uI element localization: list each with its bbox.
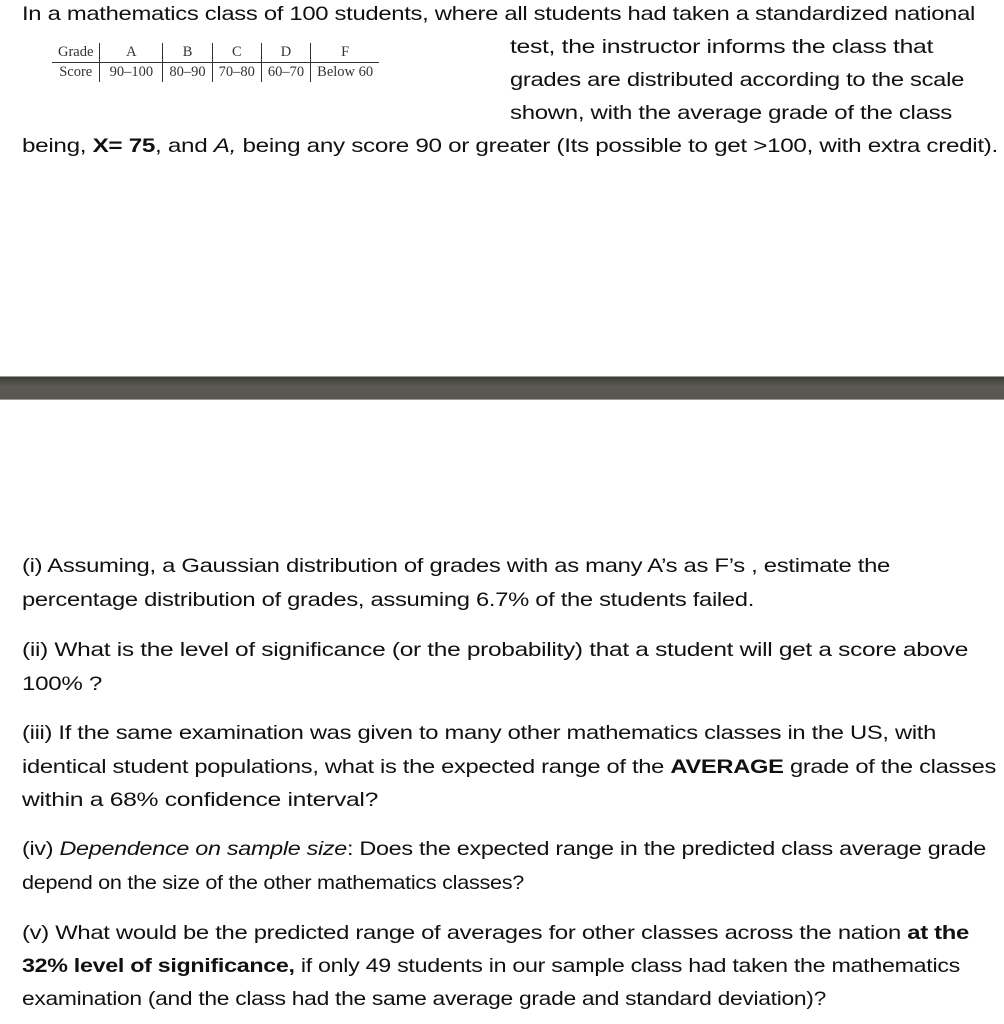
text-segment: if only 49 students in our sample class had taken the mathematics xyxy=(294,955,960,977)
question-line xyxy=(22,672,102,696)
intro-line xyxy=(510,101,952,125)
table-cell: Below 60 xyxy=(311,63,379,83)
intro-line xyxy=(510,68,964,92)
text-segment: In a mathematics class of 100 students, where all students had taken a standardized national xyxy=(22,3,975,25)
text-segment: test, the instructor informs the class that xyxy=(510,36,933,58)
text-segment: percentage distribution of grades, assuming 6.7% of the students failed. xyxy=(22,589,754,611)
question-line xyxy=(22,954,960,978)
text-segment: grades are distributed according to the scale xyxy=(510,69,964,91)
text-segment: (i) Assuming, a Gaussian distribution of grades with as many A’s as F’s , estimate the xyxy=(22,555,890,577)
grade-row xyxy=(52,43,379,63)
table-cell: C xyxy=(212,43,261,63)
bold-text: 32% level of significance, xyxy=(22,955,295,977)
text-segment: (v) What would be the predicted range of averages for other classes across the nation xyxy=(22,922,908,944)
text-segment: (ii) What is the level of significance (or the probability) that a student will get a score above xyxy=(22,639,968,661)
question-line xyxy=(22,588,754,612)
question-line xyxy=(22,788,378,812)
question-line xyxy=(22,871,524,895)
table-cell: Grade xyxy=(52,43,100,63)
question-line xyxy=(22,554,890,578)
table-cell: Score xyxy=(59,64,93,80)
bold-text: at the xyxy=(907,922,969,944)
intro-line xyxy=(22,2,975,26)
page-divider xyxy=(0,376,1004,400)
italic-text: Dependence on sample size xyxy=(59,838,347,860)
bold-text: X= 75 xyxy=(92,135,156,157)
text-segment: grade of the classes xyxy=(783,756,996,778)
table-cell: D xyxy=(261,43,310,63)
question-line xyxy=(22,837,986,861)
intro-line xyxy=(510,35,933,59)
question-line xyxy=(22,755,996,779)
text-segment: examination (and the class had the same average grade and standard deviation)? xyxy=(22,988,826,1010)
table-cell: 70–80 xyxy=(212,63,261,83)
question-line xyxy=(22,638,968,662)
text-segment: 100% ? xyxy=(22,673,102,695)
text-segment: identical student populations, what is the expected range of the xyxy=(22,756,671,778)
italic-text: A, xyxy=(213,135,237,157)
grade-scale-table xyxy=(52,43,379,82)
question-line xyxy=(22,987,826,1011)
text-segment: being, xyxy=(22,135,93,157)
intro-line xyxy=(22,134,998,158)
text-segment: depend on the size of the other mathematics classes? xyxy=(22,872,524,894)
text-segment: within a 68% confidence interval? xyxy=(22,789,378,811)
text-segment: shown, with the average grade of the class xyxy=(510,102,952,124)
table-cell: B xyxy=(163,43,212,63)
table-cell: F xyxy=(311,43,379,63)
text-segment: , and xyxy=(155,135,214,157)
question-line xyxy=(22,721,936,745)
text-segment: (iii) If the same examination was given to many other mathematics classes in the US, with xyxy=(22,722,936,744)
score-row xyxy=(52,63,379,83)
table-cell: A xyxy=(100,43,163,63)
table-cell: 60–70 xyxy=(261,63,310,83)
table-cell: 80–90 xyxy=(163,63,212,83)
text-segment: : Does the expected range in the predicted class average grade xyxy=(346,838,987,860)
table-cell: 90–100 xyxy=(100,63,163,83)
bold-text: AVERAGE xyxy=(670,756,784,778)
text-segment: (iv) xyxy=(22,838,60,860)
question-line xyxy=(22,921,969,945)
text-segment: being any score 90 or greater (Its possible to get >100, with extra credit). xyxy=(236,135,998,157)
